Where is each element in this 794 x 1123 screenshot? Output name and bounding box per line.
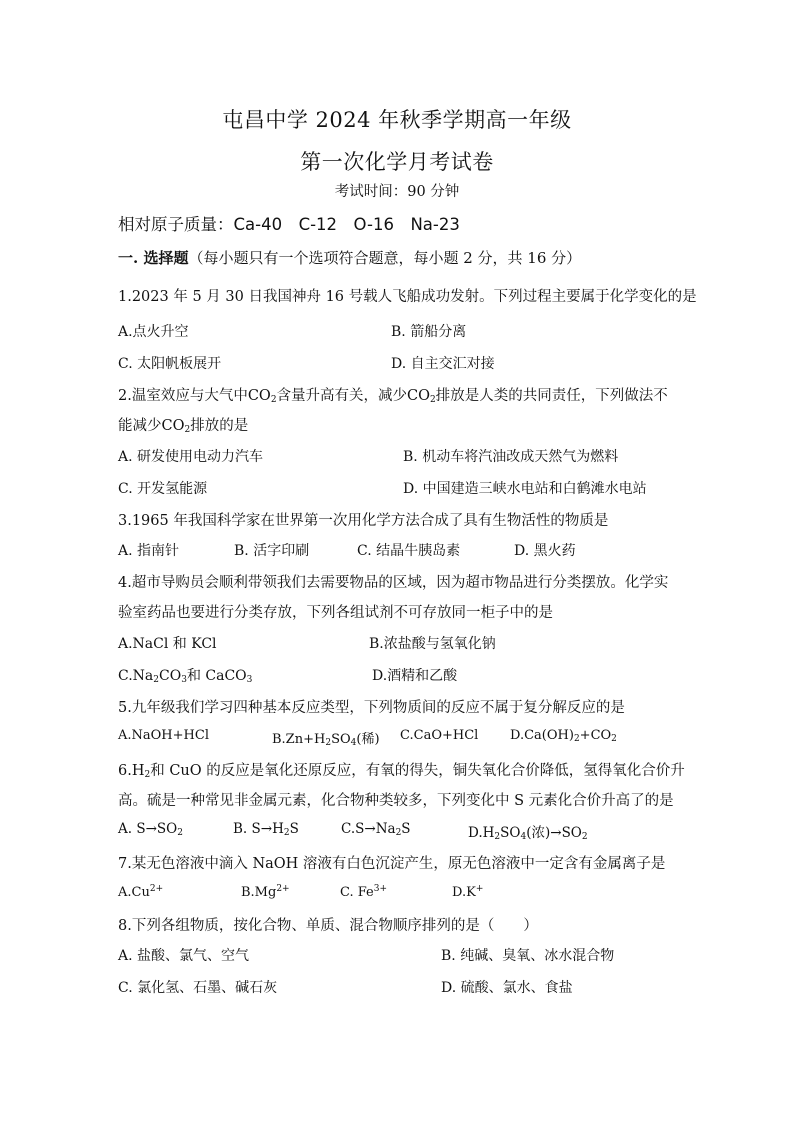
section-heading: [118, 247, 581, 268]
q5-subscript: 4: [350, 738, 357, 748]
q4-c-part: C.Na: [118, 668, 154, 684]
q2-option-c: C. 开发氢能源: [118, 481, 208, 497]
q1-option-b: B. 箭船分离: [391, 324, 467, 340]
q7-superscript: 2+: [276, 884, 290, 894]
q6-subscript: 2: [494, 832, 501, 842]
question-4-stem-line2: 验室药品也要进行分类存放，下列各组试剂不可存放同一柜子中的是: [118, 605, 553, 621]
question-2-stem-line2: [118, 414, 248, 435]
q6-subscript: 2: [395, 828, 402, 838]
q7-option-c: [340, 884, 387, 900]
q2-subscript: 2: [184, 425, 191, 435]
q6-stem-part: 6.H: [118, 763, 145, 779]
question-8-stem: 8.下列各组物质，按化合物、单质、混合物顺序排列的是（ ）: [118, 918, 538, 934]
q4-subscript: 3: [246, 675, 253, 685]
q2-subscript: 2: [430, 395, 436, 405]
q5-subscript: 2: [325, 738, 332, 748]
q6-d-part: SO: [500, 825, 521, 841]
q5-subscript: 2: [611, 734, 617, 744]
q7-d-part: D.K: [452, 885, 476, 900]
q5-subscript: 2: [573, 734, 580, 744]
q6-d-part: D.H: [468, 825, 495, 841]
q6-option-c: [341, 821, 411, 838]
q5-option-a: A.NaOH+HCl: [118, 728, 209, 743]
q6-subscript: 4: [520, 832, 527, 842]
atomic-masses: 相对原子质量：Ca-40 C-12 O-16 Na-23: [118, 215, 460, 234]
q6-subscript: 2: [144, 770, 151, 780]
exam-time: 考试时间：90 分钟: [334, 184, 460, 200]
question-1-stem: 1.2023 年 5 月 30 日我国神舟 16 号载人飞船成功发射。下列过程主要属于化学变化的是: [118, 289, 697, 305]
q6-a-part: A. S→SO: [118, 821, 178, 837]
q6-subscript: 2: [581, 832, 588, 842]
question-5-stem: 5.九年级我们学习四种基本反应类型，下列物质间的反应不属于复分解反应的是: [118, 700, 625, 716]
q7-option-a: [118, 884, 163, 900]
q1-option-a: A.点火升空: [118, 324, 189, 340]
q8-option-b: B. 纯碱、臭氧、冰水混合物: [441, 948, 615, 964]
section-title: 一. 选择题: [118, 249, 189, 267]
q8-option-c: C. 氯化氢、石墨、碱石灰: [118, 980, 278, 996]
q2-option-d: D. 中国建造三峡水电站和白鹤滩水电站: [403, 481, 647, 497]
q5-b-part: B.Zn+H: [272, 732, 326, 747]
q3-option-a: A. 指南针: [118, 543, 180, 559]
question-2-stem-line1: [118, 384, 668, 405]
section-note: （每小题只有一个选项符合题意，每小题 2 分，共 16 分）: [188, 249, 582, 267]
exam-title-line2: 第一次化学月考试卷: [300, 150, 494, 174]
q6-c-part: S: [401, 821, 411, 837]
q5-d-part: +CO: [579, 728, 612, 743]
question-3-stem: 3.1965 年我国科学家在世界第一次用化学方法合成了具有生物活性的物质是: [118, 513, 609, 529]
q7-b-part: B.Mg: [241, 885, 277, 900]
q6-b-part: B. S→H: [233, 821, 284, 837]
q5-option-d: [510, 728, 617, 744]
q7-a-part: A.Cu: [118, 885, 150, 900]
q1-option-d: D. 自主交汇对接: [391, 356, 495, 372]
q4-c-part: CO: [159, 668, 182, 684]
q5-option-b: [272, 728, 380, 748]
q8-option-d: D. 硫酸、氯水、食盐: [441, 980, 573, 996]
q2-stem-part: 2.温室效应与大气中CO: [118, 388, 271, 404]
q7-c-part: C. Fe: [340, 885, 374, 900]
question-6-stem-line2: 高。硫是一种常见非金属元素，化合物种类较多，下列变化中 S 元素化合价升高了的是: [118, 793, 674, 809]
q2-option-b: B. 机动车将汽油改成天然气为燃料: [403, 449, 619, 465]
q6-b-part: S: [289, 821, 299, 837]
question-6-stem-line1: [118, 759, 685, 780]
q3-option-b: B. 活字印刷: [234, 543, 310, 559]
q4-option-a: A.NaCl 和 KCl: [118, 636, 217, 652]
q4-c-part: 和 CaCO: [186, 668, 247, 684]
q2-stem-part: 能减少CO: [118, 418, 185, 434]
q2-stem-part: 排放的是: [190, 418, 249, 434]
q2-subscript: 2: [270, 395, 277, 405]
q6-c-part: C.S→Na: [341, 821, 396, 837]
q2-option-a: A. 研发使用电动力汽车: [118, 449, 264, 465]
q6-option-d: [468, 821, 588, 842]
q4-option-c: [118, 665, 252, 685]
q4-subscript: 2: [153, 675, 159, 685]
q2-stem-part: 含量升高有关，减少CO: [276, 388, 431, 404]
q7-superscript: 3+: [373, 884, 388, 894]
q7-superscript: +: [475, 884, 484, 894]
q8-option-a: A. 盐酸、氯气、空气: [118, 948, 250, 964]
q6-d-part: (浓)→SO: [526, 825, 582, 841]
question-4-stem-line1: 4.超市导购员会顺利带领我们去需要物品的区域，因为超市物品进行分类摆放。化学实: [118, 575, 669, 591]
q7-option-b: [241, 884, 290, 900]
q6-stem-part: 和 CuO 的反应是氧化还原反应，有氧的得失，铜失氧化合价降低，氢得氧化合价升: [150, 763, 685, 779]
q6-subscript: 2: [283, 828, 290, 838]
q6-subscript: 2: [177, 828, 183, 838]
q5-b-part: SO: [331, 732, 351, 747]
q5-d-part: D.Ca(OH): [510, 728, 574, 743]
q3-option-d: D. 黑火药: [514, 543, 576, 559]
q2-stem-part: 排放是人类的共同责任，下列做法不: [435, 388, 668, 404]
q5-option-c: C.CaO+HCl: [400, 728, 479, 743]
question-7-stem: 7.某无色溶液中滴入 NaOH 溶液有白色沉淀产生，原无色溶液中一定含有金属离子是: [118, 856, 666, 872]
q4-option-b: B.浓盐酸与氢氧化钠: [369, 636, 496, 652]
q7-option-d: [452, 884, 483, 900]
q5-b-part: (稀): [356, 732, 380, 747]
q6-option-a: [118, 821, 183, 838]
exam-title-line1: 屯昌中学 2024 年秋季学期高一年级: [222, 108, 572, 132]
q7-superscript: 2+: [149, 884, 164, 894]
q1-option-c: C. 太阳帆板展开: [118, 356, 222, 372]
q4-option-d: D.酒精和乙酸: [372, 668, 458, 684]
q6-option-b: [233, 821, 299, 838]
q3-option-c: C. 结晶牛胰岛素: [357, 543, 461, 559]
q4-subscript: 3: [181, 675, 187, 685]
